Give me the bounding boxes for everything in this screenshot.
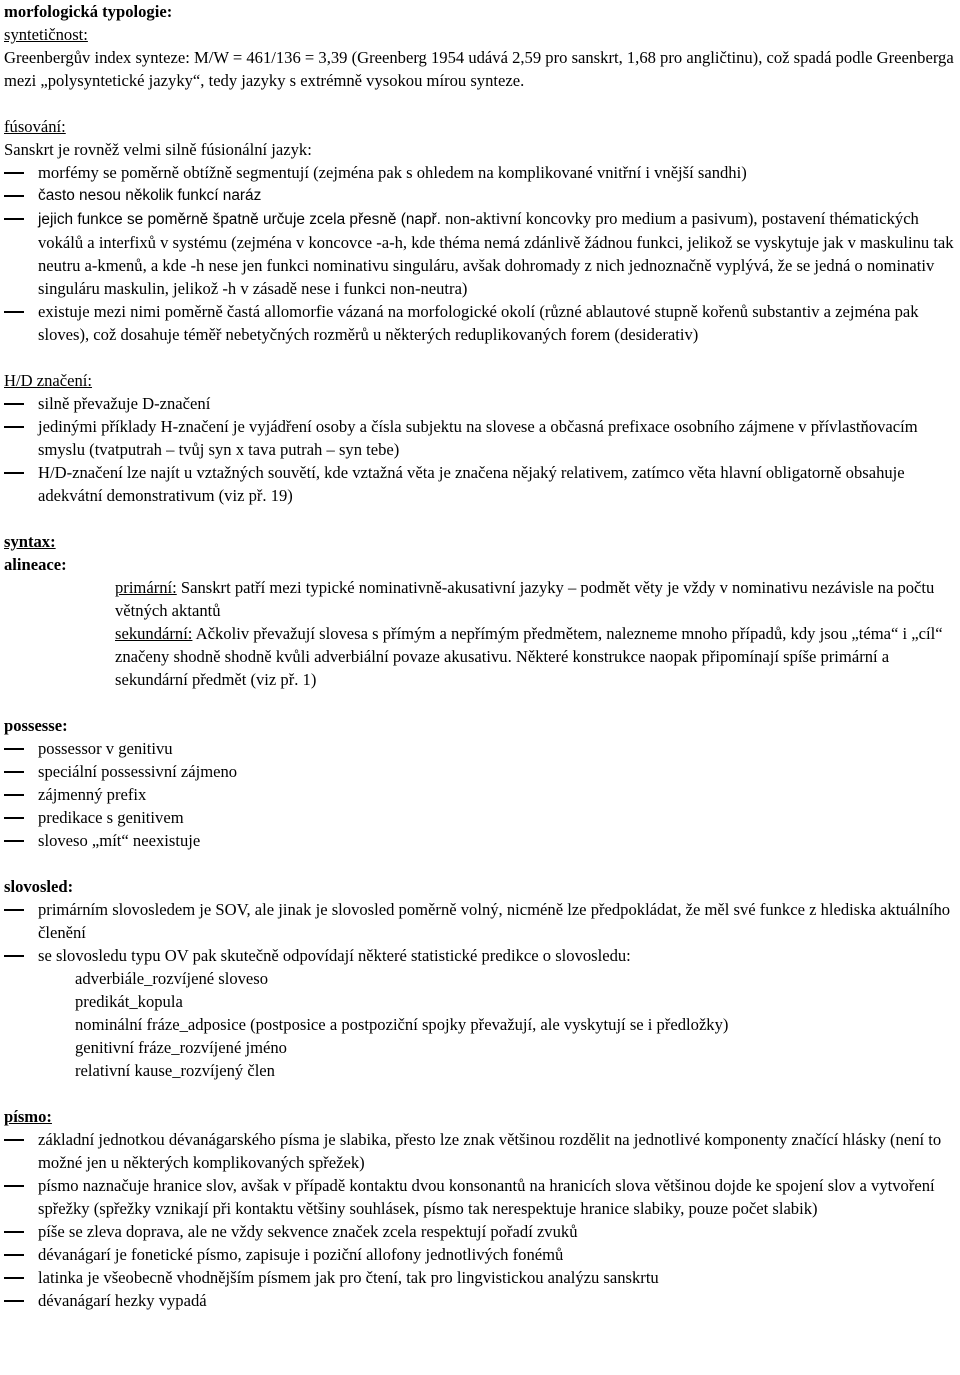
possesse-item: sloveso „mít“ neexistuje — [4, 829, 956, 852]
secondary-text: Ačkoliv převažují slovesa s přímým a nepřímým předmětem, nalezneme mnoho případů, kdy jsou „téma“ i „cíl“ značeny shodně shodně kvůli adverbiální povaze akusativu. Některé konstrukce naopak připomínají spíše primární a sekundární předmět (viz př. 1) — [115, 624, 943, 689]
fus-item: existuje mezi nimi poměrně častá allomorfie vázaná na morfologické okolí (různé ablautové stupně kořenů substantiv a zejména pak sloves), což dosahuje téměř nebetyčných rozměrů u některých reduplikovaných forem (desiderativ) — [4, 300, 956, 346]
pismo-item: základní jednotkou dévanágarského písma je slabika, přesto lze znak většinou rozdělit na jednotlivé komponenty značící hlásky (není to možné jen u některých komplikovaných spřežek) — [4, 1128, 956, 1174]
alineace-label: alineace: — [4, 555, 67, 574]
possesse-item: predikace s genitivem — [4, 806, 956, 829]
alineace-secondary — [4, 622, 956, 691]
fus-item: morfémy se poměrně obtížně segmentují (zejména pak s ohledem na komplikované vnitřní i vnější sandhi) — [4, 161, 956, 184]
pismo-item: latinka je všeobecně vhodnějším písmem jak pro čtení, tak pro lingvistickou analýzu sanskrtu — [4, 1266, 956, 1289]
syntax-heading: syntax: — [4, 532, 56, 551]
slovosled-subitem: predikát_kopula — [75, 992, 183, 1011]
fus-item — [4, 207, 956, 300]
possesse-item: speciální possessivní zájmeno — [4, 760, 956, 783]
hd-item: H/D-značení lze najít u vztažných souvětí, kde vztažná věta je značena nějaký relativem, zatímco věta hlavní obligatorně obsahuje adekvátní demonstrativum (viz př. 19) — [4, 461, 956, 507]
pismo-item: píše se zleva doprava, ale ne vždy sekvence značek zcela respektují pořadí zvuků — [4, 1220, 956, 1243]
fus-label: fúsování: — [4, 117, 66, 136]
slovosled-item: se slovosledu typu OV pak skutečně odpovídají některé statistické predikce o slovosledu: — [4, 944, 956, 967]
document-page — [4, 0, 956, 1312]
hd-item: jedinými příklady H-značení je vyjádření osoby a čísla subjektu na slovese a občasná prefixace osobního zájmene v přívlastňovacím smyslu (tvatputrah – tvůj syn x tava putrah – syn tebe) — [4, 415, 956, 461]
slovosled-subitem: relativní kause_rozvíjený člen — [75, 1061, 275, 1080]
hd-label: H/D značení: — [4, 371, 93, 390]
pismo-item: písmo naznačuje hranice slov, avšak v případě kontaktu dvou konsonantů na hranicích slova většinou dojde ke spojení slov a vytvoření spřežky (spřežky vznikají při kontaktu většiny souhlásek, písmo tak nerespektuje hranice slabiky, pouze počet slabik) — [4, 1174, 956, 1220]
secondary-label: sekundární: — [115, 624, 193, 643]
slovosled-subitem: nominální fráze_adposice (postposice a postpoziční spojky převažují, ale vyskytují se i předložky) — [75, 1015, 729, 1034]
slovosled-item: primárním slovosledem je SOV, ale jinak je slovosled poměrně volný, nicméně lze předpokládat, že měl své funkce z hlediska aktuálního členění — [4, 898, 956, 944]
fus-intro: Sanskrt je rovněž velmi silně fúsionální jazyk: — [4, 140, 312, 159]
fus-item-tail: non-aktivní koncovky pro medium a pasivum), postavení thématických vokálů a interfixů v systému (zejména v koncovce -a-h, kde théma nemá zdánlivě žádnou funkci, jelikož se vyskytuje jak v maskulinu tak neutru a-kmenů, a kde -h nese jen funkci nominativu singuláru, avšak dohromady z nich jednoznačně vyplývá, že se jedná o nominativ singuláru maskulin, jelikož -h v zásadě nese i funkci non-neutra) — [38, 209, 954, 298]
slovosled-subitem: adverbiále_rozvíjené sloveso — [75, 969, 269, 988]
pismo-item: dévanágarí hezky vypadá — [4, 1289, 956, 1312]
alineace-primary — [4, 576, 956, 622]
slovosled-label: slovosled: — [4, 877, 74, 896]
slovosled-subitem: genitivní fráze_rozvíjené jméno — [75, 1038, 287, 1057]
possesse-item: zájmenný prefix — [4, 783, 956, 806]
morph-heading: morfologická typologie: — [4, 2, 173, 21]
hd-item: silně převažuje D-značení — [4, 392, 956, 415]
primary-text: Sanskrt patří mezi typické nominativně-akusativní jazyky – podmět věty je vždy v nominativu nezávisle na počtu větných aktantů — [115, 578, 935, 620]
fus-item: často nesou několik funkcí naráz — [4, 184, 956, 207]
possesse-item: possessor v genitivu — [4, 737, 956, 760]
pismo-item: dévanágarí je fonetické písmo, zapisuje i poziční allofony jednotlivých fonémů — [4, 1243, 956, 1266]
pismo-heading: písmo: — [4, 1107, 52, 1126]
synth-label: syntetičnost: — [4, 25, 88, 44]
possesse-label: possesse: — [4, 716, 68, 735]
fus-item-head: jejich funkce se poměrně špatně určuje zcela přesně (např. — [38, 211, 441, 228]
primary-label: primární: — [115, 578, 177, 597]
synth-text: Greenbergův index synteze: M/W = 461/136 = 3,39 (Greenberg 1954 udává 2,59 pro sanskrt, 1,68 pro angličtinu), což spadá podle Greenberga mezi „polysyntetické jazyky“, tedy jazyky s extrémně vysokou mírou synteze. — [4, 48, 954, 90]
